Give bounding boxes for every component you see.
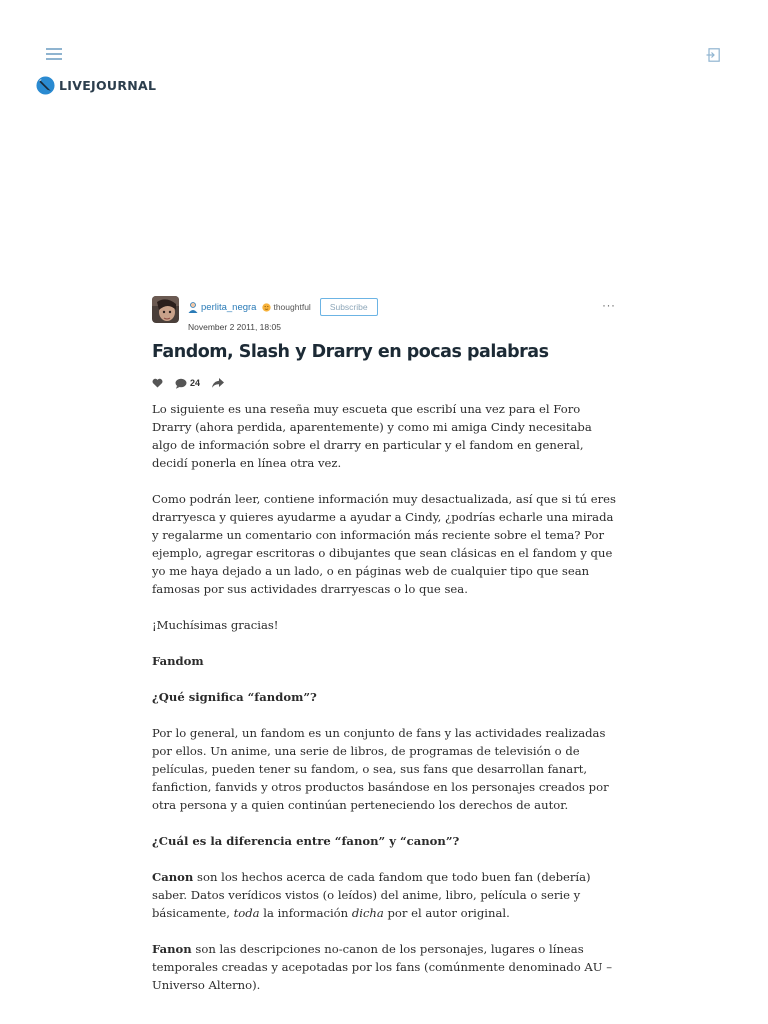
user-icon [188, 302, 198, 313]
section-heading-fandom [152, 652, 616, 670]
mood-label: thoughtful [273, 302, 311, 312]
more-options-button[interactable]: ··· [602, 298, 616, 312]
avatar[interactable] [152, 296, 179, 323]
hamburger-menu-icon[interactable] [46, 48, 62, 62]
text: la información [259, 906, 352, 920]
comments-count: 24 [190, 378, 201, 388]
author-username[interactable]: perlita_negra [201, 301, 257, 313]
login-icon[interactable] [706, 48, 720, 62]
post-body [152, 400, 616, 994]
like-button[interactable] [152, 378, 163, 388]
livejournal-logo-icon [36, 76, 55, 95]
emphasis: dicha [351, 906, 384, 920]
author-meta [188, 298, 378, 316]
post-article [152, 296, 616, 1012]
paragraph: Lo siguiente es una reseña muy escueta que escribí una vez para el Foro Drarry (ahora perdida, aparentemente) y como mi amiga Cindy necesitaba algo de información sobre el drarry en particular y el fandom en general, decidí ponerla en línea otra vez. [152, 402, 592, 470]
paragraph: Por lo general, un fandom es un conjunto de fans y las actividades realizadas por ellos. Un anime, una serie de libros, de programas de televisión o de películas, pueden tener su fandom, o sea, sus fans que desarrollan fanart, fanfiction, fanvids y otros productos basándose en los personajes creados por otra persona y a quien continúan perteneciendo los derechos de autor. [152, 726, 609, 812]
paragraph: ¡Muchísimas gracias! [152, 618, 279, 632]
text: por el autor original. [383, 906, 510, 920]
term-canon: Canon [152, 870, 194, 884]
share-button[interactable] [212, 378, 224, 388]
heading-text: Fandom [152, 654, 204, 668]
text: son los hechos acerca de cada fandom que todo buen fan (debería) saber. Datos verídicos vistos (o leídos) del anime, libro, película o serie y básicamente, [152, 870, 591, 920]
emphasis: toda [233, 906, 260, 920]
subscribe-button[interactable]: Subscribe [320, 298, 378, 316]
comments-button[interactable] [175, 378, 200, 389]
mood [262, 302, 310, 312]
paragraph-canon [152, 868, 616, 922]
subheading-fandom-meaning [152, 688, 616, 706]
heart-icon [152, 378, 163, 388]
paragraph: Como podrán leer, contiene información muy desactualizada, así que si tú eres drarryesca y quieres ayudarme a ayudar a Cindy, ¿podrías echarle una mirada y regalarme un comentario con información más reciente sobre el tema? Por ejemplo, agregar escritoras o dibujantes que sean clásicas en el fandom y que yo me haya dejado a un lado, o en páginas web de cualquier tipo que sean famosas por sus actividades drarryescas o lo que sea. [152, 492, 616, 596]
paragraph-fanon [152, 940, 616, 994]
logo-text: LIVEJOURNAL [59, 78, 157, 93]
post-title: Fandom, Slash y Drarry en pocas palabras [152, 342, 549, 362]
term-fanon: Fanon [152, 942, 192, 956]
share-icon [212, 378, 224, 388]
author-row [152, 296, 616, 336]
livejournal-logo[interactable] [36, 76, 156, 95]
subheading-fanon-vs-canon [152, 832, 616, 850]
text: son las descripciones no-canon de los personajes, lugares o líneas temporales creadas y acepotadas por los fans (comúnmente denominado AU –Universo Alterno). [152, 942, 613, 992]
heading-text: ¿Cuál es la diferencia entre “fanon” y “canon”? [152, 834, 460, 848]
heading-text: ¿Qué significa “fandom”? [152, 690, 317, 704]
post-actions [152, 376, 616, 390]
post-date: November 2 2011, 18:05 [188, 322, 281, 332]
comment-icon [175, 378, 187, 389]
mood-icon [262, 303, 271, 312]
